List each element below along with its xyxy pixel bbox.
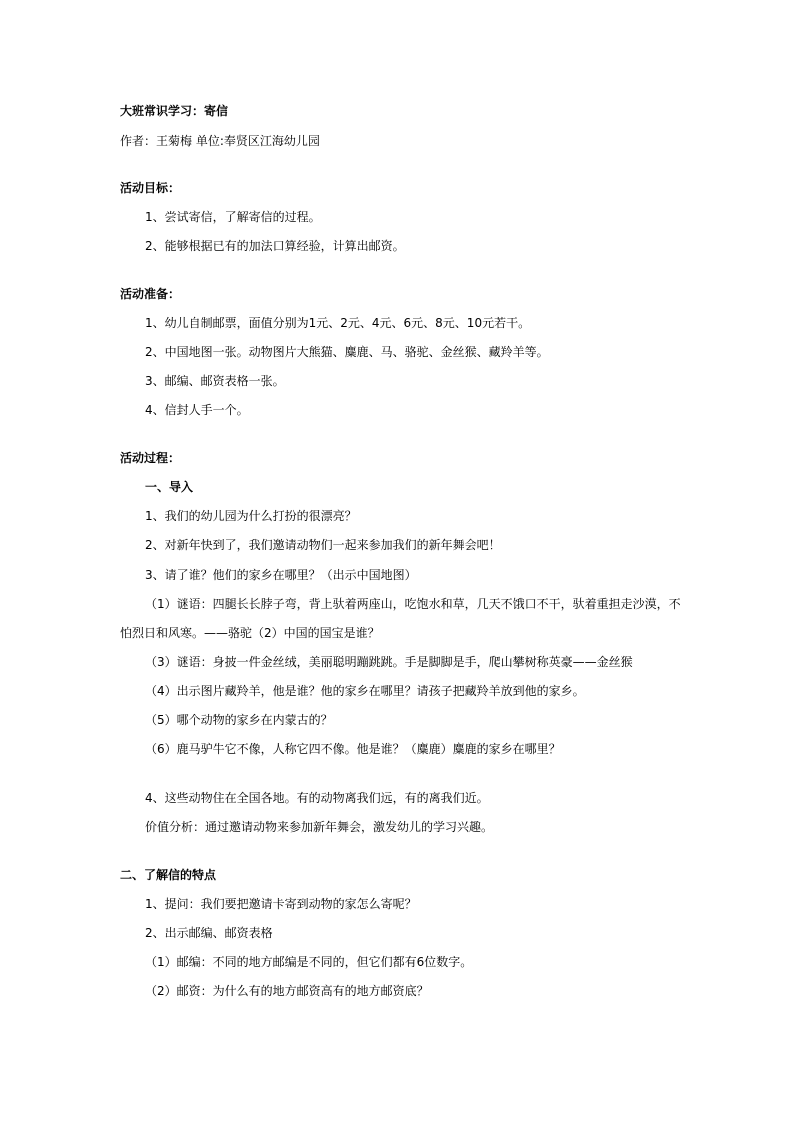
- section2-item: （2）邮资：为什么有的地方邮资高有的地方邮资底？: [145, 984, 429, 998]
- process-item: 2、对新年快到了，我们邀请动物们一起来参加我们的新年舞会吧！: [145, 538, 501, 552]
- sub-item: （3）谜语：身披一件金丝绒，美丽聪明蹦跳跳。手是脚脚是手，爬山攀树称英豪——金丝猴: [145, 655, 633, 669]
- goal-item: 2、能够根据已有的加法口算经验，计算出邮资。: [145, 239, 405, 253]
- preparation-item: 3、邮编、邮资表格一张。: [145, 374, 285, 388]
- section2-heading: 二、了解信的特点: [120, 868, 217, 882]
- riddle1-line2: 怕烈日和风寒。——骆驼（2）中国的国宝是谁？: [120, 626, 380, 640]
- goals-heading: 活动目标：: [120, 181, 181, 195]
- preparation-heading: 活动准备：: [120, 287, 181, 301]
- section2-item: 2、出示邮编、邮资表格: [145, 926, 273, 940]
- sub-item: （5）哪个动物的家乡在内蒙古的？: [145, 713, 333, 727]
- preparation-item: 1、幼儿自制邮票，面值分别为1元、2元、4元、6元、8元、10元若干。: [145, 316, 531, 330]
- process-item-4: 4、这些动物住在全国各地。有的动物离我们远，有的离我们近。: [145, 791, 489, 805]
- section2-item: 1、提问：我们要把邀请卡寄到动物的家怎么寄呢？: [145, 897, 417, 911]
- section1-heading: 一、导入: [145, 480, 194, 494]
- process-item: 3、请了谁？他们的家乡在哪里？（出示中国地图）: [145, 568, 417, 582]
- sub-item: （4）出示图片藏羚羊，他是谁？他的家乡在哪里？请孩子把藏羚羊放到他的家乡。: [145, 684, 585, 698]
- riddle1-line1: （1）谜语：四腿长长脖子弯，背上驮着两座山，吃饱水和草，几天不饿口不干，驮着重担走沙漠，不: [145, 597, 681, 611]
- preparation-item: 2、中国地图一张。动物图片大熊猫、麋鹿、马、骆驼、金丝猴、藏羚羊等。: [145, 345, 549, 359]
- sub-item: （6）鹿马驴牛它不像，人称它四不像。他是谁？（麋鹿）麋鹿的家乡在哪里？: [145, 742, 561, 756]
- preparation-item: 4、信封人手一个。: [145, 403, 249, 417]
- section2-item: （1）邮编：不同的地方邮编是不同的，但它们都有6位数字。: [145, 955, 473, 969]
- process-heading: 活动过程：: [120, 451, 181, 465]
- author-line: 作者：王菊梅 单位:奉贤区江海幼儿园: [120, 134, 320, 148]
- value-analysis: 价值分析：通过邀请动物来参加新年舞会，激发幼儿的学习兴趣。: [145, 820, 494, 834]
- process-item: 1、我们的幼儿园为什么打扮的很漂亮？: [145, 509, 357, 523]
- document-title: 大班常识学习：寄信: [120, 104, 229, 118]
- goal-item: 1、尝试寄信，了解寄信的过程。: [145, 210, 321, 224]
